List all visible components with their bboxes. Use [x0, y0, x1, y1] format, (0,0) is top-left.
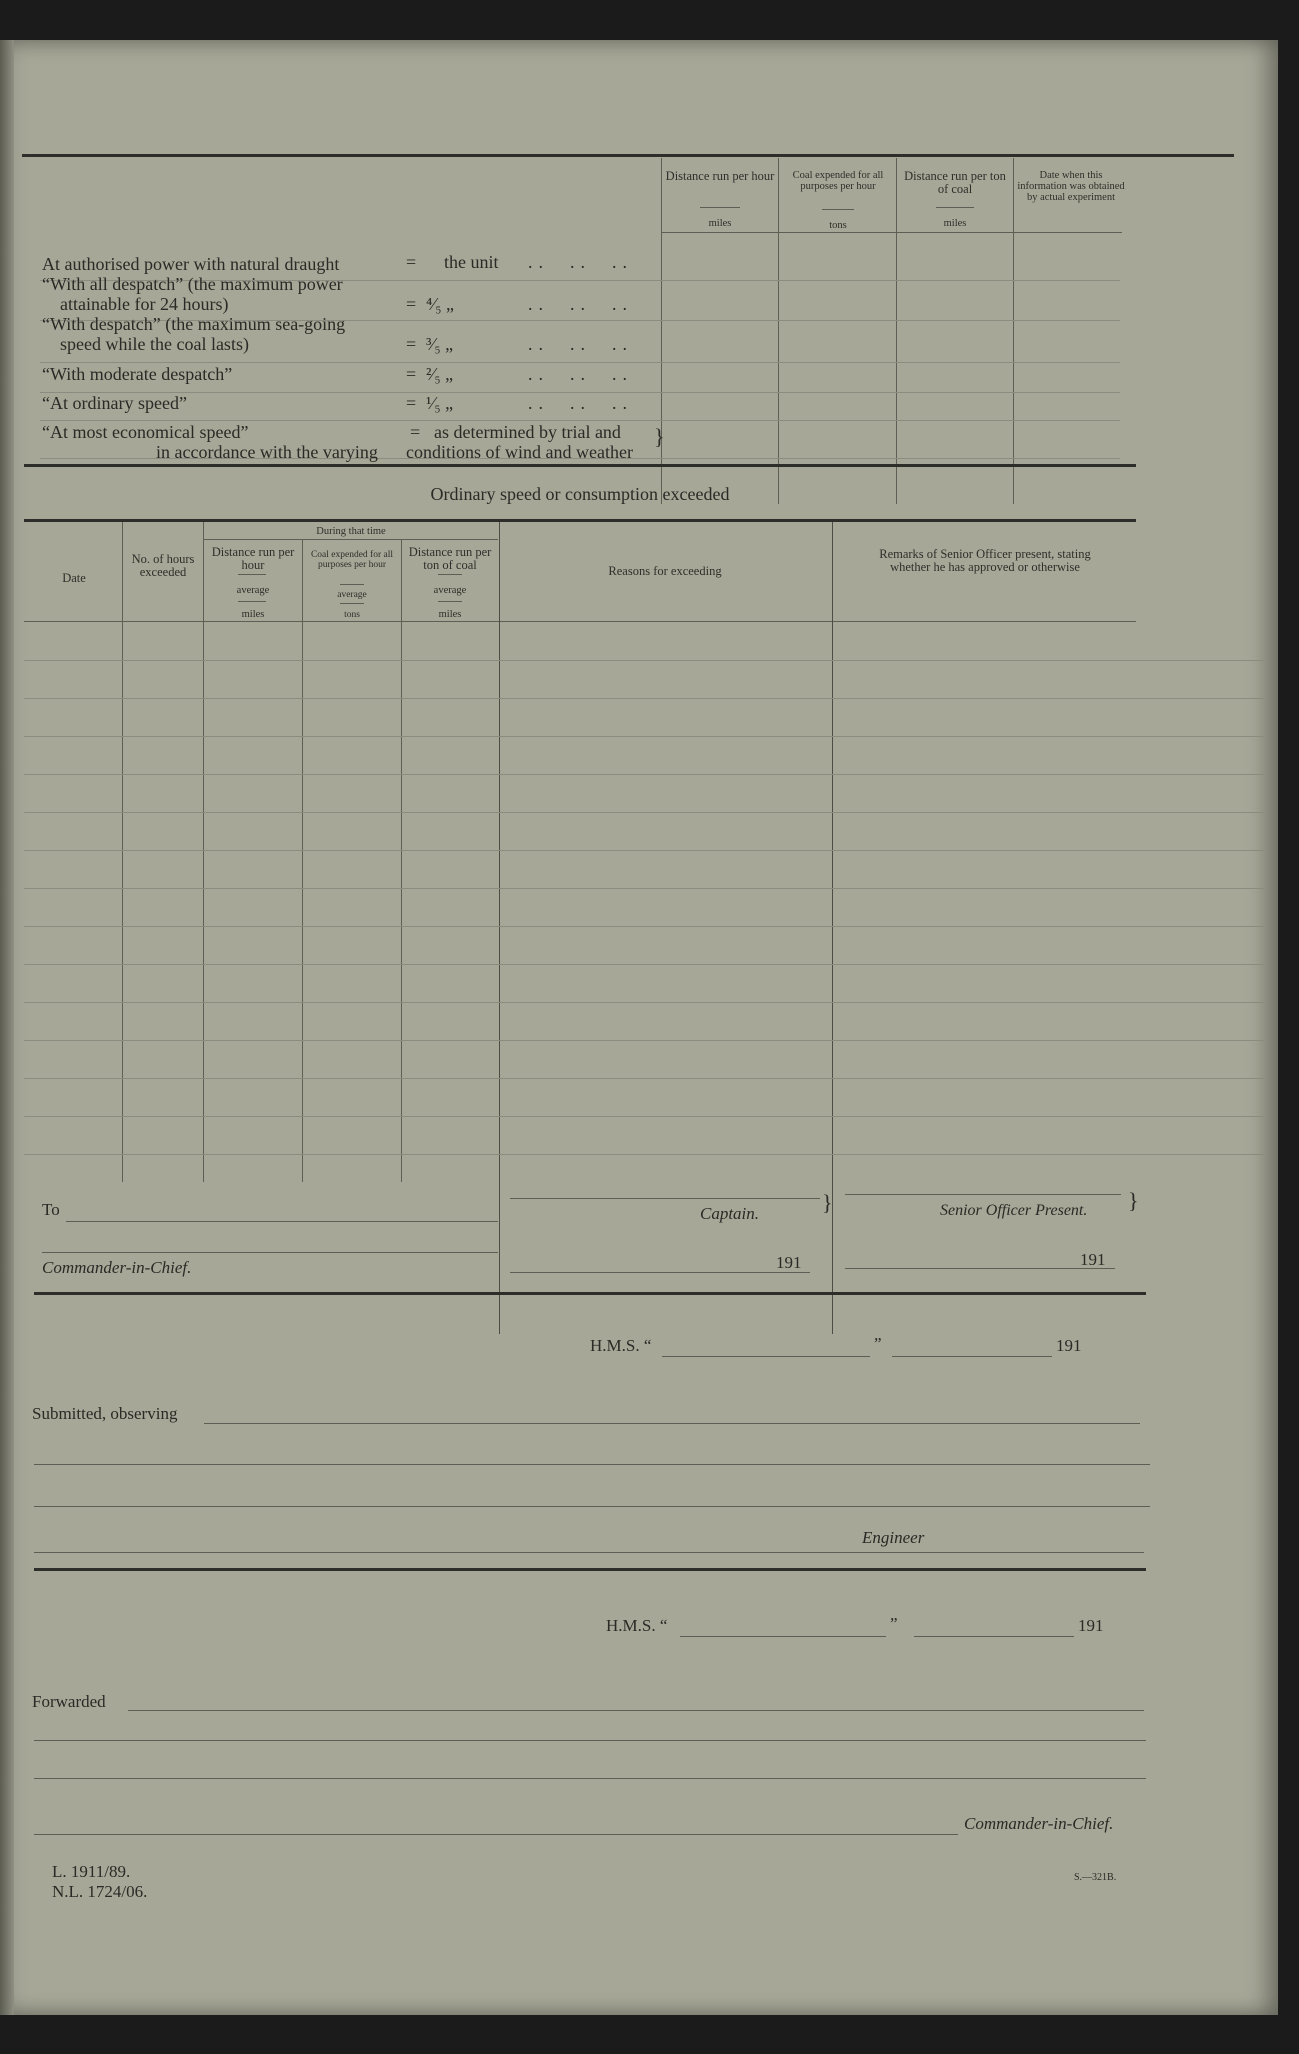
col-distance-per-ton-unit: miles — [943, 218, 967, 229]
row-authorised-value: the unit — [444, 252, 499, 272]
row-economical-value1: as determined by trial and — [434, 422, 621, 442]
top-rule — [22, 154, 1234, 157]
submitted-label: Submitted, observing — [32, 1404, 178, 1423]
row-despatch-label: “With despatch” (the maximum sea-going — [42, 314, 346, 334]
hms1-prefix: H.M.S. “ — [590, 1336, 652, 1355]
signature-bottom-rule — [34, 1292, 1146, 1295]
page-binding — [0, 40, 14, 2015]
row-ordinary-value: ¹⁄₅ „ — [426, 393, 454, 413]
row-all-despatch-eq: = — [406, 294, 417, 314]
to-label: To — [42, 1200, 60, 1219]
row-moderate-value: ²⁄₅ „ — [426, 364, 454, 384]
hms2-prefix: H.M.S. “ — [606, 1616, 668, 1635]
row-authorised-label: At authorised power with natural draught — [42, 254, 340, 274]
footer-ref-1: L. 1911/89. — [52, 1862, 131, 1881]
hms1-date-field[interactable] — [892, 1356, 1052, 1357]
col-coal-hour-header: Coal expended for all purposes per hour — [310, 550, 394, 570]
row-ordinary-dots: .. .. .. — [528, 393, 633, 413]
col-date-experiment-header: Date when this information was obtained by actual experiment — [1017, 170, 1125, 203]
forwarded-label: Forwarded — [32, 1692, 106, 1711]
row-all-despatch-dots: .. .. .. — [528, 294, 633, 314]
top-table-bottom-rule — [24, 464, 1136, 467]
row-moderate-label: “With moderate despatch” — [42, 364, 233, 384]
row-moderate-dots: .. .. .. — [528, 364, 633, 384]
row-all-despatch-label: “With all despatch” (the maximum power — [42, 274, 343, 294]
row-ordinary-eq: = — [406, 393, 417, 413]
row-despatch-eq: = — [406, 334, 417, 354]
submitted-line-1[interactable] — [204, 1423, 1140, 1424]
row-despatch-value: ³⁄₅ „ — [426, 334, 454, 354]
row-authorised-dots: .. .. .. — [528, 252, 633, 272]
senior-officer-brace: } — [1128, 1188, 1139, 1213]
col-distance-per-hour-header: Distance run per hour — [665, 169, 775, 183]
col-dist-hour-header: Distance run per hour — [211, 545, 295, 572]
forwarded-line-1[interactable] — [128, 1710, 1144, 1711]
col-coal-hour-unit: tons — [344, 610, 360, 620]
engineer-label: Engineer — [862, 1528, 925, 1547]
exceeded-top-rule — [24, 519, 1136, 522]
col-coal-per-hour-header: Coal expended for all purposes per hour — [792, 170, 884, 192]
row-all-despatch-value: ⁴⁄₅ „ — [426, 294, 455, 314]
row-despatch-label2: speed while the coal lasts) — [60, 334, 249, 354]
captain-label: Captain. — [700, 1204, 760, 1223]
col-coal-hour-average: average — [337, 590, 367, 600]
hms2-date-field[interactable] — [914, 1636, 1074, 1637]
forwarded-commander-label: Commander-in-Chief. — [964, 1814, 1114, 1833]
footer-form-number: S.—321B. — [1074, 1872, 1117, 1883]
col-dist-ton-header: Distance run per ton of coal — [408, 545, 492, 572]
exceeded-title: Ordinary speed or consumption exceeded — [430, 484, 730, 504]
submitted-line-3[interactable] — [34, 1506, 1150, 1507]
row-authorised-eq: = — [406, 252, 417, 272]
col-reasons-header: Reasons for exceeding — [608, 564, 722, 578]
captain-brace: } — [822, 1190, 833, 1215]
commander-in-chief-label: Commander-in-Chief. — [42, 1258, 192, 1277]
submitted-bottom-rule — [34, 1568, 1146, 1571]
row-economical-label2: in accordance with the varying — [156, 442, 378, 462]
during-that-time-header: During that time — [316, 526, 386, 537]
row-economical-label: “At most economical speed” — [42, 422, 249, 442]
senior-officer-year: 191 — [1080, 1250, 1106, 1269]
col-distance-per-hour-unit: miles — [708, 218, 732, 229]
hms1-year: 191 — [1056, 1336, 1082, 1355]
hms2-ship-field[interactable] — [680, 1636, 886, 1637]
col-dist-hour-unit: miles — [241, 609, 265, 620]
col-dist-hour-average: average — [236, 585, 270, 596]
col-hours-header: No. of hours exceeded — [131, 552, 195, 579]
hms1-ship-field[interactable] — [662, 1356, 870, 1357]
form-page — [0, 40, 1278, 2015]
submitted-line-2[interactable] — [34, 1464, 1150, 1465]
col-remarks-header: Remarks of Senior Officer present, stating whether he has approved or otherwise — [879, 547, 1091, 574]
row-economical-value2: conditions of wind and weather — [406, 442, 633, 462]
row-ordinary-label: “At ordinary speed” — [42, 393, 187, 413]
hms1-close-quote: ” — [874, 1334, 882, 1353]
hms2-year: 191 — [1078, 1616, 1104, 1635]
col-date-header: Date — [62, 571, 86, 585]
row-all-despatch-label2: attainable for 24 hours) — [60, 294, 229, 314]
row-moderate-eq: = — [406, 364, 417, 384]
captain-year: 191 — [776, 1253, 802, 1272]
row-despatch-dots: .. .. .. — [528, 334, 633, 354]
hms2-close-quote: ” — [890, 1614, 898, 1633]
col-dist-ton-unit: miles — [438, 609, 462, 620]
col-dist-ton-average: average — [433, 585, 467, 596]
col-coal-per-hour-unit: tons — [829, 220, 847, 231]
forwarded-line-2[interactable] — [34, 1740, 1146, 1741]
footer-ref-2: N.L. 1724/06. — [52, 1882, 148, 1901]
row-economical-brace: } — [654, 424, 665, 449]
forwarded-line-3[interactable] — [34, 1778, 1146, 1779]
col-distance-per-ton-header: Distance run per ton of coal — [904, 169, 1006, 196]
senior-officer-label: Senior Officer Present. — [940, 1202, 1088, 1219]
row-economical-eq: = — [410, 422, 421, 442]
